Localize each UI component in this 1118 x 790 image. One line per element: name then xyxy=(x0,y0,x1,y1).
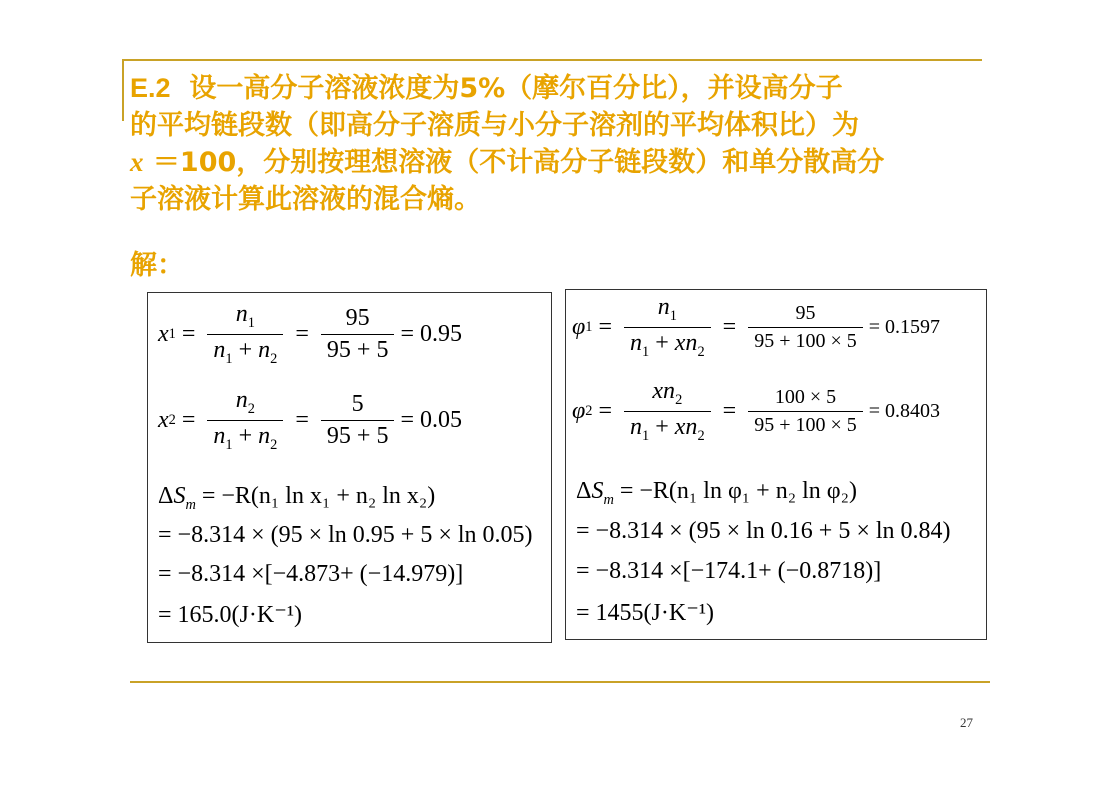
problem-line-1 xyxy=(130,70,1010,107)
ideal-entropy-def: $\Delta S_m = -R(n_1$ ln x₁ + n₂ ln x₂) xyxy=(158,483,436,513)
x2-result: = 0.05 xyxy=(400,406,462,433)
problem-text-1: 设一高分子溶液浓度为5%（摩尔百分比），并设高分子 xyxy=(189,73,843,104)
top-rule xyxy=(122,59,982,61)
flory-entropy-result: = 1455(J·K⁻¹) xyxy=(576,600,715,626)
solution-label: 解： xyxy=(130,250,184,281)
page-number: 27 xyxy=(960,715,973,730)
ideal-entropy-step-1: = −8.314 × (95 × ln 0.95 + 5 × ln 0.05) xyxy=(158,522,533,548)
problem-text-3: ＝100，分别按理想溶液（不计高分子链段数）和单分散高分 xyxy=(152,147,885,178)
ideal-entropy-step-2: = −8.314 ×[−4.873+ (−14.979)] xyxy=(158,561,464,587)
x2-fraction-numeric: $\frac{5}{95 + 5}$ xyxy=(321,391,395,450)
flory-entropy-step-2: = −8.314 ×[−174.1+ (−0.8718)] xyxy=(576,558,882,584)
problem-var-x: x xyxy=(130,147,144,177)
problem-line-3 xyxy=(130,144,1010,181)
phi1-equation: φ 1 = $\frac{n_1}{n_1 + xn_2}$ = $\frac{95}{95 + 100 \times 5}$ = 0.1597 xyxy=(572,294,941,360)
phi1-fraction-symbolic: $\frac{n_1}{n_1 + xn_2}$ xyxy=(624,294,711,361)
phi2-equation: φ 2 = $\frac{xn_2}{n_1 + xn_2}$ = $\frac{100 \times 5}{95 + 100 \times 5}$ = 0.8403 xyxy=(572,378,941,444)
problem-line-4: 子溶液计算此溶液的混合熵。 xyxy=(130,184,481,215)
problem-line-2: 的平均链段数（即高分子溶质与小分子溶剂的平均体积比）为 xyxy=(130,110,859,141)
flory-entropy-def: $\Delta S_m = -R(n_1$ ln φ₁ + n₂ ln φ₂) xyxy=(576,478,857,508)
x2-fraction-symbolic: $\frac{n_2}{n_1 + n_2}$ xyxy=(207,387,283,454)
phi2-fraction-numeric: $\frac{100 \times 5}{95 + 100 \times 5}$ xyxy=(748,386,863,437)
problem-label: E.2 xyxy=(130,73,171,103)
phi1-fraction-numeric: $\frac{95}{95 + 100 \times 5}$ xyxy=(748,302,863,353)
x2-equation: x 2 = $\frac{n_2}{n_1 + n_2}$ = $\frac{5}{95 + 5}$ = 0.05 xyxy=(158,387,462,453)
bottom-rule xyxy=(130,681,990,683)
x1-equation: x 1 = $\frac{n_1}{n_1 + n_2}$ = $\frac{95}{95 + 5}$ = 0.95 xyxy=(158,301,462,367)
ideal-solution-box xyxy=(147,292,552,643)
ideal-entropy-result: = 165.0(J·K⁻¹) xyxy=(158,602,303,628)
problem-statement xyxy=(130,70,1010,218)
x1-result: = 0.95 xyxy=(400,320,462,347)
flory-solution-box xyxy=(565,289,987,640)
phi1-result: = 0.1597 xyxy=(868,315,941,338)
x1-fraction-symbolic: $\frac{n_1}{n_1 + n_2}$ xyxy=(207,301,283,368)
phi2-result: = 0.8403 xyxy=(868,399,941,422)
phi2-fraction-symbolic: $\frac{xn_2}{n_1 + xn_2}$ xyxy=(624,378,711,445)
x1-fraction-numeric: $\frac{95}{95 + 5}$ xyxy=(321,305,395,364)
flory-entropy-step-1: = −8.314 × (95 × ln 0.16 + 5 × ln 0.84) xyxy=(576,518,951,544)
left-rule xyxy=(122,59,124,121)
